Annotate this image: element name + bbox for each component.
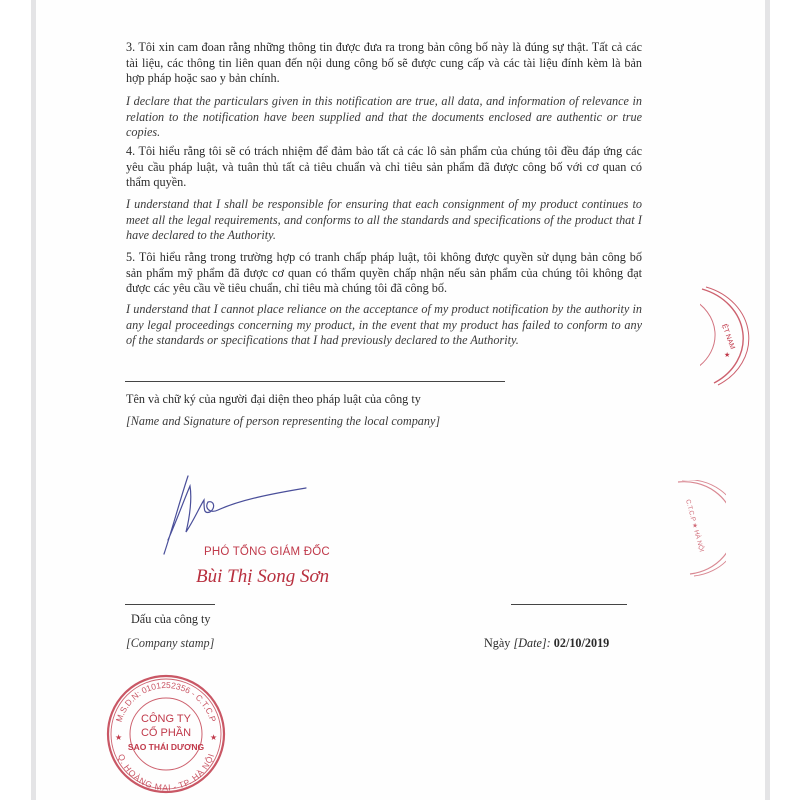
date-label-vi: Ngày (484, 636, 511, 650)
date-label-en: [Date]: (513, 636, 551, 650)
svg-text:Q. HOÀNG MAI - TP. HÀ NỘI: Q. HOÀNG MAI - TP. HÀ NỘI (116, 752, 216, 793)
svg-text:CÔNG TY: CÔNG TY (141, 713, 191, 725)
paragraph-5-vi: 5. Tôi hiểu rằng trong trường hợp có tranh chấp pháp luật, tôi không được quyền sử dụng bản công bố sản phẩm mỹ phẩm đã được cơ quan có thẩm quyền chấp nhận nếu sản phẩm của chúng tôi không đạt được các yêu cầu về tiêu chuẩn, chỉ tiêu mà chúng tôi đã công bố. (126, 250, 642, 296)
svg-text:M.S.D.N: 0101252356 - C.T.C.P: M.S.D.N: 0101252356 - C.T.C.P (113, 679, 219, 724)
date-value: 02/10/2019 (553, 636, 610, 650)
edge-stamp-2 (676, 480, 726, 580)
paragraph-3-vi: 3. Tôi xin cam đoan rằng những thông tin được đưa ra trong bản công bố này là đúng sự thật. Tất cả các tài liệu, các thông tin liên quan đến nội dung công bố sẽ được cung cấp và các tài liệu đính kèm là bản hợp pháp hoặc sao y bản chính. (126, 40, 642, 86)
signature-line (125, 381, 505, 382)
date-field (484, 636, 609, 651)
page-edge-right (765, 0, 770, 800)
svg-text:★: ★ (210, 733, 218, 742)
signer-title: PHÓ TỔNG GIÁM ĐỐC (204, 546, 330, 558)
signer-name: Bùi Thị Song Sơn (196, 566, 330, 587)
paragraph-5-en: I understand that I cannot place reliance on the acceptance of my product notification by the authority in any legal proceedings concerning my product, in the event that my product has failed to conform to any of the standards or specifications that I had previously declared to the Authority. (126, 302, 642, 348)
svg-text:★: ★ (724, 351, 731, 359)
svg-text:★: ★ (115, 733, 123, 742)
svg-text:ỆT NAM: ỆT NAM (720, 323, 736, 351)
svg-text:CỔ PHẦN: CỔ PHẦN (140, 727, 192, 739)
svg-text:SAO THÁI DƯƠNG: SAO THÁI DƯƠNG (127, 742, 205, 752)
paragraph-3-en: I declare that the particulars given in this notification are true, all data, and information of relevance in relation to the notification have been supplied and that the documents enclosed are authentic or true copies. (126, 94, 642, 140)
paragraph-4-vi: 4. Tôi hiểu rằng tôi sẽ có trách nhiệm để đảm bảo tất cả các lô sản phẩm của chúng tôi đều đáp ứng các yêu cầu pháp luật, và tuân thủ tất cả tiêu chuẩn và chỉ tiêu sản phẩm đã được công bố với cơ quan có thẩm quyền. (126, 144, 642, 190)
signature-label-vi: Tên và chữ ký của người đại diện theo pháp luật của công ty (126, 392, 421, 406)
edge-stamp-1 (700, 285, 760, 390)
stamp-label-en: [Company stamp] (126, 636, 215, 650)
signature-label-en: [Name and Signature of person representing the local company] (126, 414, 441, 428)
company-stamp (102, 670, 230, 795)
stamp-label-vi: Dấu của công ty (131, 612, 211, 626)
date-line (511, 604, 627, 605)
paragraph-4-en: I understand that I shall be responsible for ensuring that each consignment of my product continues to meet all the legal requirements, and conforms to all the standards and specifications of the product that I have declared to the Authority. (126, 197, 642, 243)
stamp-line (125, 604, 215, 605)
svg-text:C.T.C.P ★ HÀ NỘI: C.T.C.P ★ HÀ NỘI (684, 498, 705, 553)
